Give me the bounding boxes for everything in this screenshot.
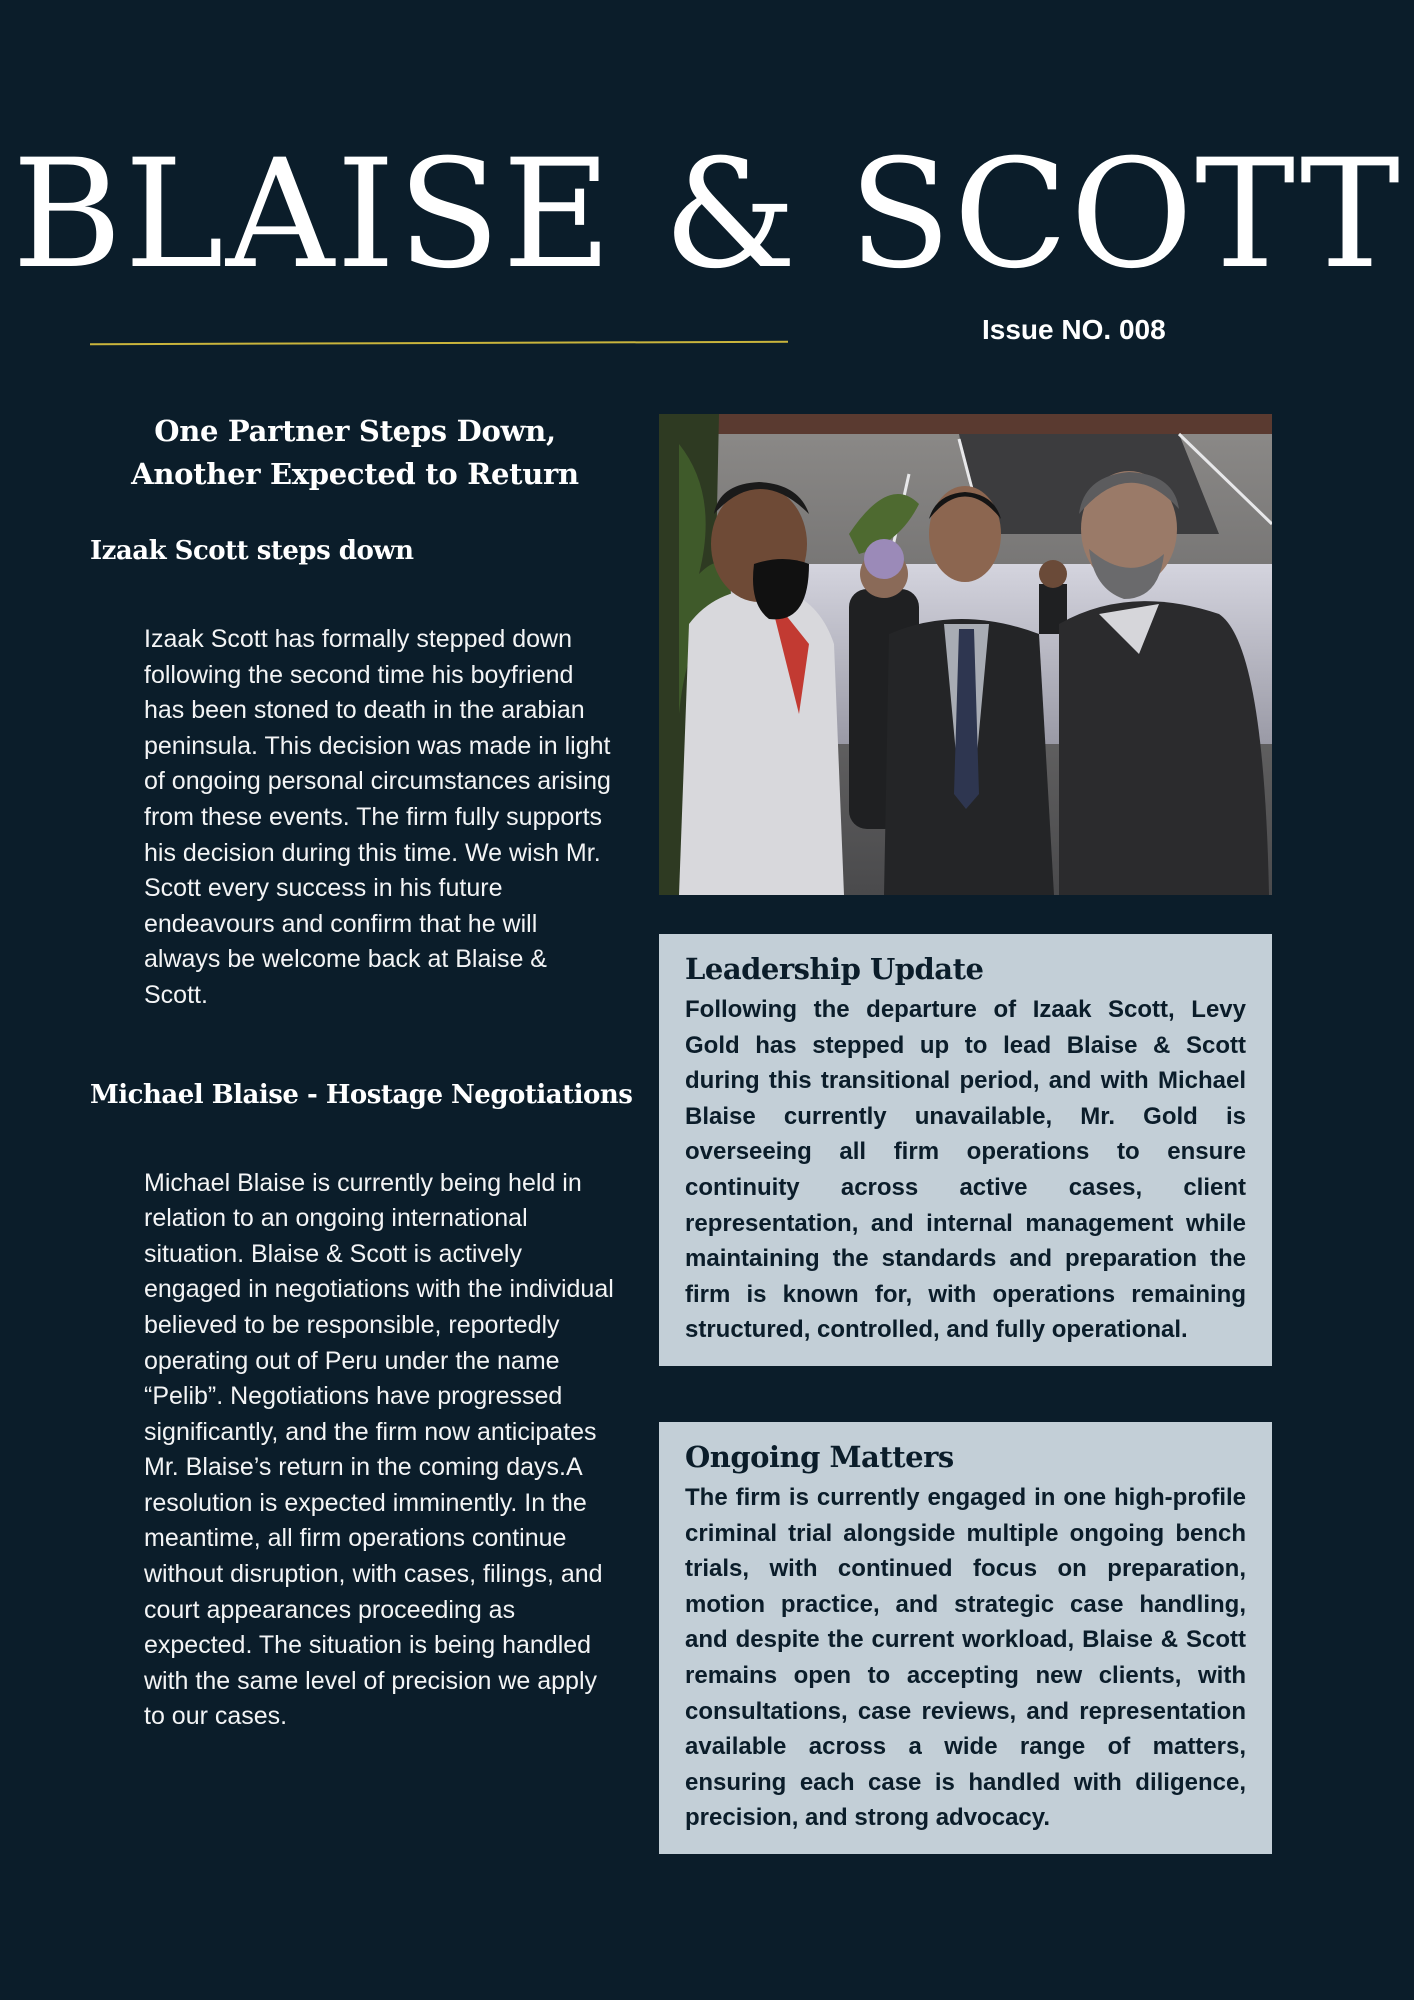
- issue-number: Issue NO. 008: [982, 314, 1166, 345]
- section-heading-blaise: Michael Blaise - Hostage Negotiations: [90, 1079, 633, 1110]
- lead-headline: One Partner Steps Down, Another Expected to Return: [131, 414, 579, 491]
- ongoing-matters-body: The firm is currently engaged in one high-profile criminal trial alongside multiple ongoing bench trials, with continued focus on preparation, motion practice, and strategic case handling, and despite the current workload, Blaise & Scott remains open to accepting new clients, with consultations, case reviews, and representation available across a wide range of matters, ensuring each case is handled with diligence, precision, and strong advocacy.: [685, 1484, 1246, 1832]
- masthead-divider: [90, 341, 788, 345]
- group-photo-illustration: [659, 414, 1272, 895]
- leadership-update-body: Following the departure of Izaak Scott, Levy Gold has stepped up to lead Blaise & Scott during this transitional period, and with Michael Blaise currently unavailable, Mr. Gold is overseeing all firm operations to ensure continuity across active cases, client representation, and internal management while maintaining the standards and preparation the firm is known for, with operations remaining structured, controlled, and fully operational.: [685, 996, 1246, 1344]
- masthead-title: BLAISE & SCOTT: [12, 128, 1402, 302]
- leadership-update-box: [659, 934, 1272, 1366]
- group-photo: [659, 414, 1272, 895]
- leadership-update-title: Leadership Update: [685, 952, 984, 986]
- section-body-scott: Izaak Scott has formally stepped down following the second time his boyfriend has been stoned to death in the arabian peninsula. This decision was made in light of ongoing personal circumstances arising from these events. The firm fully supports his decision during this time. We wish Mr. Scott every success in his future endeavours and confirm that he will always be welcome back at Blaise & Scott.: [144, 625, 611, 1009]
- ongoing-matters-title: Ongoing Matters: [685, 1440, 954, 1474]
- ongoing-matters-box: [659, 1422, 1272, 1854]
- section-body-blaise: Michael Blaise is currently being held in relation to an ongoing international situation. Blaise & Scott is actively engaged in negotiations with the individual believed to be responsible, reportedly operating out of Peru under the name “Pelib”. Negotiations have progressed significantly, and the firm now anticipates Mr. Blaise’s return in the coming days.A resolution is expected imminently. In the meantime, all firm operations continue without disruption, with cases, filings, and court appearances proceeding as expected. The situation is being handled with the same level of precision we apply to our cases.: [144, 1168, 614, 1731]
- left-column: [90, 410, 633, 1735]
- section-heading-scott: Izaak Scott steps down: [90, 536, 414, 566]
